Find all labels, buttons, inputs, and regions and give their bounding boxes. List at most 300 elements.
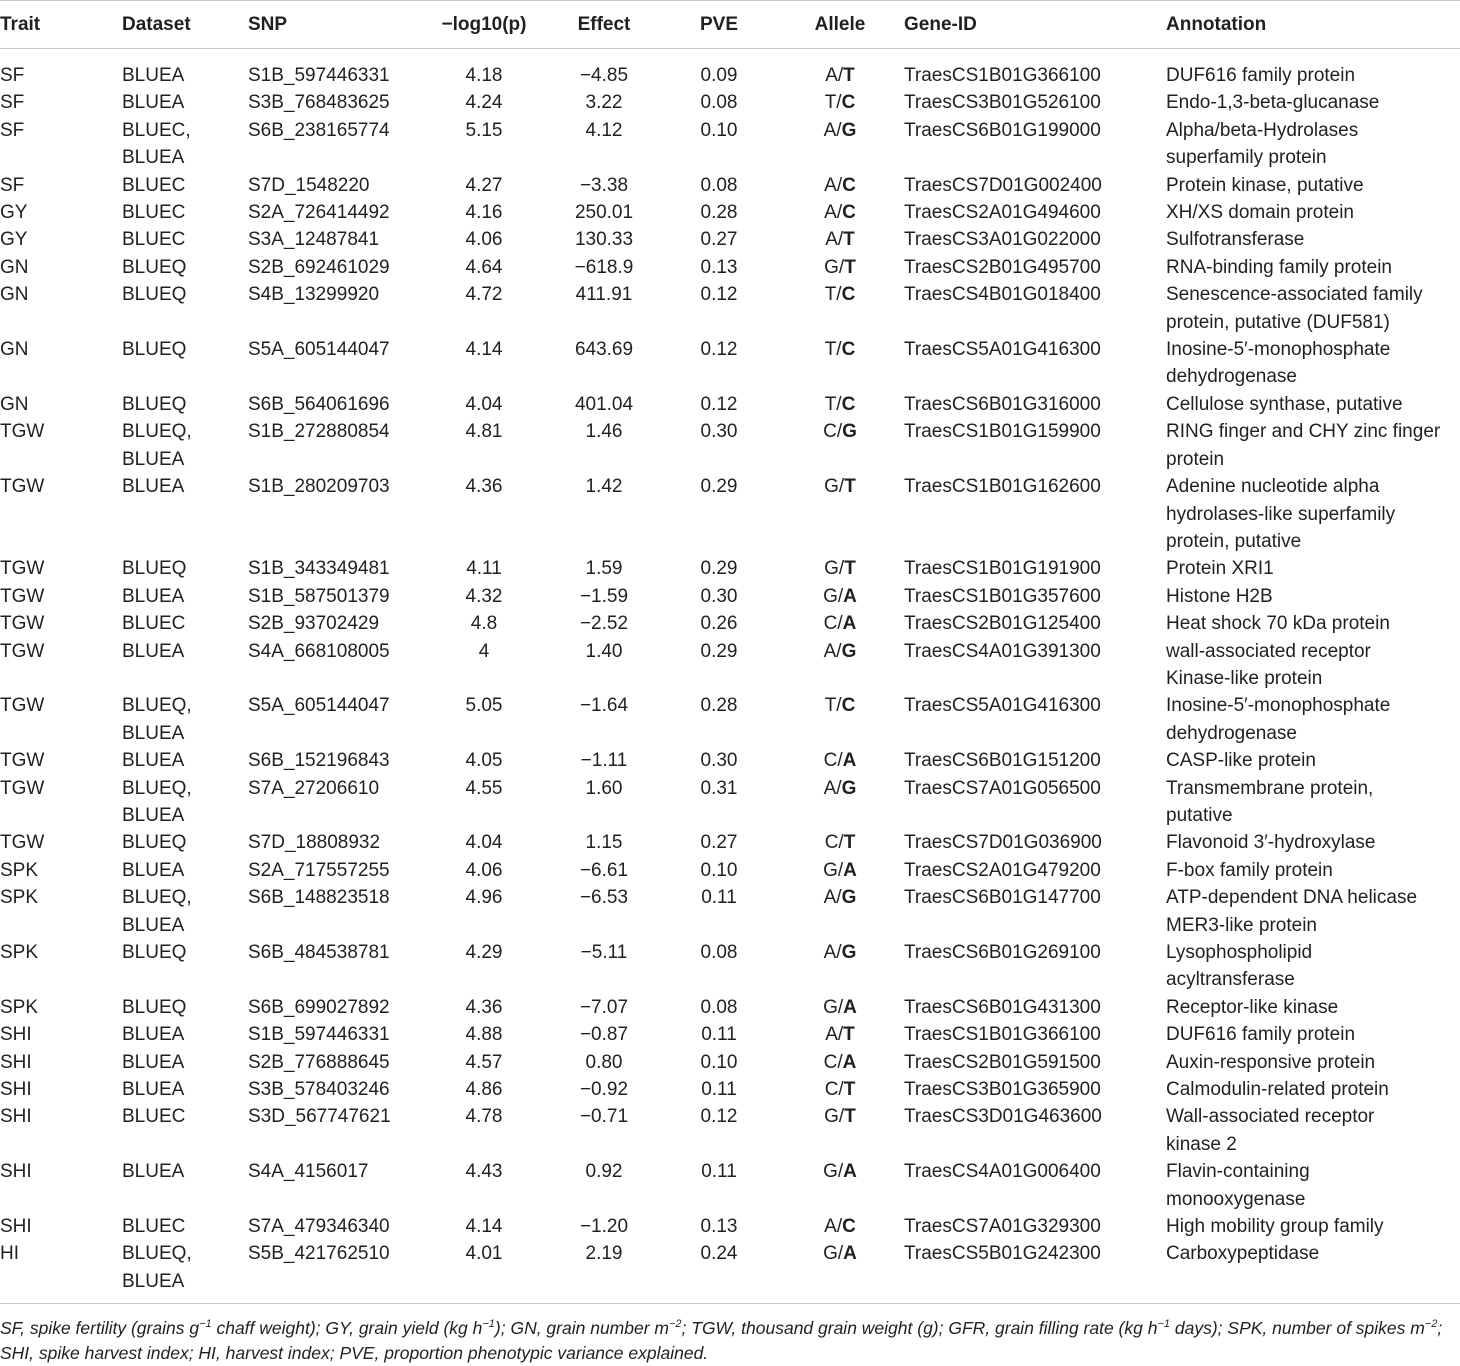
- pve-text: 0.30: [700, 750, 738, 772]
- dataset-line: BLUEA: [122, 65, 185, 86]
- logp-text: 4.27: [465, 174, 503, 196]
- snp-text: S6B_699027892: [248, 996, 390, 1018]
- annotation-line: Inosine-5′-monophosphate: [1166, 339, 1391, 361]
- annotation-cell: [1166, 1076, 1460, 1103]
- gene-id-cell: [904, 172, 1166, 199]
- trait-cell: [0, 1021, 122, 1048]
- table-row: [0, 692, 1460, 747]
- trait-text: SPK: [0, 887, 39, 909]
- table-row: [0, 49, 1460, 90]
- effect-text: −0.71: [579, 1106, 629, 1128]
- allele-alt: A: [843, 585, 857, 607]
- dataset-cell: [122, 1213, 248, 1240]
- effect-cell: [546, 583, 662, 610]
- trait-cell: [0, 1049, 122, 1076]
- allele-ref: G/: [824, 558, 845, 580]
- logp-text: 4.29: [465, 942, 503, 963]
- dataset-line: BLUEQ: [122, 832, 187, 854]
- dataset-cell: [122, 939, 248, 994]
- pve-text: 0.08: [700, 92, 738, 114]
- annotation-cell: [1166, 254, 1460, 281]
- trait-cell: [0, 1076, 122, 1103]
- trait-cell: [0, 747, 122, 774]
- table-row: [0, 1076, 1460, 1103]
- trait-text: TGW: [0, 695, 45, 717]
- footnote-text: days); SPK, number of spikes m: [1170, 1318, 1425, 1338]
- dataset-cell: [122, 994, 248, 1021]
- logp-text: 4: [478, 640, 490, 662]
- allele-ref: C/: [823, 613, 843, 635]
- gene-id-cell: [904, 884, 1166, 939]
- dataset-cell: [122, 857, 248, 884]
- logp-text: 4.16: [465, 202, 503, 224]
- annotation-line: Receptor-like kinase: [1166, 996, 1339, 1018]
- dataset-cell: [122, 117, 248, 172]
- allele-alt: T: [843, 229, 855, 251]
- snp-text: S4B_13299920: [248, 284, 380, 306]
- pve-cell: [662, 610, 776, 637]
- table-row: [0, 747, 1460, 774]
- gene-id-text: TraesCS6B01G269100: [904, 942, 1101, 963]
- table-row: [0, 583, 1460, 610]
- allele-alt: C: [841, 92, 856, 114]
- gene-id-text: TraesCS7A01G329300: [904, 1216, 1101, 1238]
- snp-text: S3A_12487841: [248, 229, 380, 251]
- logp-cell: [422, 555, 546, 582]
- pve-text: 0.31: [700, 777, 738, 799]
- allele-cell: [776, 775, 904, 830]
- pve-text: 0.10: [700, 119, 738, 141]
- annotation-line: Protein XRI1: [1166, 558, 1274, 580]
- dataset-cell: [122, 199, 248, 226]
- dataset-cell: [122, 254, 248, 281]
- gene-id-text: TraesCS1B01G366100: [904, 65, 1101, 86]
- pve-cell: [662, 692, 776, 747]
- effect-text: −1.64: [579, 695, 629, 717]
- effect-text: −618.9: [574, 256, 634, 278]
- allele-cell: [776, 418, 904, 473]
- annotation-line: Flavin-containing: [1166, 1161, 1310, 1183]
- annotation-line: Calmodulin-related protein: [1166, 1079, 1389, 1101]
- effect-text: 1.40: [585, 640, 623, 662]
- pve-cell: [662, 473, 776, 555]
- effect-cell: [546, 555, 662, 582]
- footnote-text: chaff weight); GY, grain yield (kg h: [211, 1318, 483, 1338]
- effect-cell: [546, 994, 662, 1021]
- allele-cell: [776, 829, 904, 856]
- trait-cell: [0, 939, 122, 994]
- trait-cell: [0, 583, 122, 610]
- allele-alt: T: [844, 256, 856, 278]
- logp-cell: [422, 226, 546, 253]
- snp-text: S3B_768483625: [248, 92, 390, 114]
- trait-cell: [0, 692, 122, 747]
- pve-text: 0.08: [700, 996, 738, 1018]
- pve-cell: [662, 884, 776, 939]
- effect-text: −1.59: [579, 585, 629, 607]
- logp-text: 4.8: [470, 613, 498, 635]
- dataset-cell: [122, 391, 248, 418]
- allele-alt: C: [841, 284, 856, 306]
- pve-cell: [662, 857, 776, 884]
- footnote-text: ); GN, grain number m: [494, 1318, 669, 1338]
- snp-text: S1B_597446331: [248, 65, 390, 86]
- allele-cell: [776, 89, 904, 116]
- allele-alt: T: [843, 1079, 856, 1101]
- dataset-line: BLUEA: [122, 750, 185, 772]
- allele-alt: T: [843, 832, 856, 854]
- dataset-line: BLUEQ: [122, 284, 187, 306]
- allele-ref: A/: [823, 942, 842, 963]
- dataset-cell: [122, 638, 248, 693]
- gene-id-cell: [904, 473, 1166, 555]
- allele-alt: A: [843, 1243, 857, 1265]
- table-row: [0, 199, 1460, 226]
- pve-cell: [662, 939, 776, 994]
- logp-cell: [422, 336, 546, 391]
- pve-text: 0.28: [700, 695, 738, 717]
- logp-cell: [422, 391, 546, 418]
- pve-text: 0.13: [700, 256, 738, 278]
- gene-id-text: TraesCS3D01G463600: [904, 1106, 1102, 1128]
- effect-cell: [546, 692, 662, 747]
- annotation-cell: [1166, 857, 1460, 884]
- trait-cell: [0, 89, 122, 116]
- table-row: [0, 336, 1460, 391]
- allele-alt: C: [842, 202, 856, 224]
- logp-cell: [422, 473, 546, 555]
- gene-id-cell: [904, 857, 1166, 884]
- effect-text: −1.11: [580, 750, 628, 772]
- dataset-cell: [122, 747, 248, 774]
- table-row: [0, 1021, 1460, 1048]
- snp-text: S6B_238165774: [248, 119, 390, 141]
- trait-cell: [0, 281, 122, 336]
- annotation-line: Alpha/beta-Hydrolases: [1166, 119, 1359, 141]
- dataset-line: BLUEA: [122, 640, 185, 662]
- snp-text: S7D_18808932: [248, 832, 381, 854]
- allele-alt: G: [841, 887, 857, 909]
- annotation-cell: [1166, 281, 1460, 336]
- dataset-line: BLUEC: [122, 1216, 186, 1238]
- dataset-line: BLUEQ: [122, 393, 187, 415]
- trait-text: SHI: [0, 1106, 32, 1128]
- gene-id-cell: [904, 199, 1166, 226]
- allele-ref: A/: [823, 119, 842, 141]
- allele-cell: [776, 1158, 904, 1213]
- effect-text: −6.61: [579, 859, 629, 881]
- pve-cell: [662, 1103, 776, 1158]
- dataset-cell: [122, 281, 248, 336]
- pve-cell: [662, 281, 776, 336]
- logp-text: 4.14: [465, 339, 503, 361]
- dataset-cell: [122, 418, 248, 473]
- logp-text: 4.36: [465, 476, 503, 498]
- gene-id-cell: [904, 336, 1166, 391]
- effect-text: −1.20: [579, 1216, 629, 1238]
- pve-text: 0.11: [701, 1079, 737, 1101]
- annotation-line: DUF616 family protein: [1166, 65, 1356, 86]
- logp-cell: [422, 199, 546, 226]
- trait-cell: [0, 1158, 122, 1213]
- gene-id-text: TraesCS3A01G022000: [904, 229, 1101, 251]
- table-row: [0, 1049, 1460, 1076]
- gene-id-text: TraesCS6B01G147700: [904, 887, 1101, 909]
- logp-cell: [422, 1021, 546, 1048]
- logp-cell: [422, 49, 546, 90]
- logp-text: 4.04: [465, 832, 503, 854]
- allele-cell: [776, 1103, 904, 1158]
- annotation-cell: [1166, 1213, 1460, 1240]
- logp-cell: [422, 747, 546, 774]
- annotation-cell: [1166, 1021, 1460, 1048]
- snp-text: S1B_280209703: [248, 476, 390, 498]
- annotation-line: Adenine nucleotide alpha: [1166, 476, 1380, 498]
- snp-cell: [248, 117, 422, 172]
- pve-cell: [662, 583, 776, 610]
- table-row: [0, 117, 1460, 172]
- allele-alt: T: [843, 65, 855, 86]
- allele-ref: A/: [823, 640, 842, 662]
- gene-id-cell: [904, 638, 1166, 693]
- effect-cell: [546, 1240, 662, 1303]
- snp-cell: [248, 1158, 422, 1213]
- snp-cell: [248, 884, 422, 939]
- trait-text: TGW: [0, 640, 45, 662]
- trait-text: TGW: [0, 476, 45, 498]
- pve-text: 0.11: [701, 1024, 737, 1046]
- logp-text: 4.72: [465, 284, 503, 306]
- logp-text: 4.11: [466, 558, 502, 580]
- allele-alt: T: [844, 476, 856, 498]
- gene-id-text: TraesCS2A01G494600: [904, 202, 1101, 224]
- gene-id-text: TraesCS2B01G591500: [904, 1051, 1101, 1073]
- dataset-line: BLUEA: [122, 804, 185, 826]
- gene-id-text: TraesCS5A01G416300: [904, 339, 1101, 361]
- gene-id-cell: [904, 1213, 1166, 1240]
- effect-cell: [546, 939, 662, 994]
- annotation-cell: [1166, 117, 1460, 172]
- pve-text: 0.27: [700, 229, 738, 251]
- logp-text: 5.15: [465, 119, 503, 141]
- effect-cell: [546, 117, 662, 172]
- effect-text: 3.22: [585, 92, 623, 114]
- table-row: [0, 610, 1460, 637]
- effect-cell: [546, 1021, 662, 1048]
- effect-cell: [546, 1103, 662, 1158]
- trait-cell: [0, 884, 122, 939]
- dataset-line: BLUEA: [122, 1024, 185, 1046]
- trait-text: SHI: [0, 1024, 32, 1046]
- allele-cell: [776, 884, 904, 939]
- effect-cell: [546, 254, 662, 281]
- allele-cell: [776, 1076, 904, 1103]
- allele-cell: [776, 610, 904, 637]
- annotation-line: Kinase-like protein: [1166, 667, 1323, 689]
- effect-text: 250.01: [574, 202, 634, 224]
- snp-text: S1B_597446331: [248, 1024, 390, 1046]
- allele-ref: A/: [825, 229, 844, 251]
- snp-cell: [248, 1240, 422, 1303]
- effect-cell: [546, 49, 662, 90]
- gene-id-cell: [904, 226, 1166, 253]
- annotation-cell: [1166, 583, 1460, 610]
- pve-text: 0.12: [700, 284, 738, 306]
- allele-cell: [776, 172, 904, 199]
- logp-text: 4.86: [465, 1079, 503, 1101]
- pve-cell: [662, 1213, 776, 1240]
- gene-id-text: TraesCS4A01G006400: [904, 1161, 1101, 1183]
- annotation-cell: [1166, 418, 1460, 473]
- effect-text: 1.60: [585, 777, 623, 799]
- gene-id-text: TraesCS1B01G191900: [904, 558, 1101, 580]
- trait-text: SF: [0, 119, 25, 141]
- footnote-text: ; TGW, thousand grain weight (g); GFR, grain filling rate (kg h: [681, 1318, 1158, 1338]
- trait-cell: [0, 1240, 122, 1303]
- table-row: [0, 555, 1460, 582]
- allele-alt: A: [843, 1161, 857, 1183]
- effect-cell: [546, 473, 662, 555]
- effect-text: 411.91: [575, 284, 633, 306]
- dataset-line: BLUEQ: [122, 996, 187, 1018]
- trait-cell: [0, 336, 122, 391]
- annotation-line: XH/XS domain protein: [1166, 202, 1354, 224]
- trait-text: TGW: [0, 421, 45, 443]
- gene-id-cell: [904, 281, 1166, 336]
- trait-text: SHI: [0, 1079, 32, 1101]
- effect-text: −6.53: [579, 887, 629, 909]
- annotation-line: dehydrogenase: [1166, 366, 1297, 388]
- logp-text: 4.04: [465, 393, 503, 415]
- snp-text: S2A_717557255: [248, 859, 390, 881]
- dataset-cell: [122, 555, 248, 582]
- annotation-line: RNA-binding family protein: [1166, 256, 1392, 278]
- table-row: [0, 391, 1460, 418]
- pve-text: 0.28: [700, 202, 738, 224]
- allele-alt: A: [843, 859, 857, 881]
- gene-id-cell: [904, 1158, 1166, 1213]
- logp-text: 4.88: [465, 1024, 503, 1046]
- snp-text: S3D_567747621: [248, 1106, 391, 1128]
- annotation-line: putative: [1166, 804, 1233, 826]
- annotation-cell: [1166, 49, 1460, 90]
- logp-cell: [422, 1158, 546, 1213]
- snp-text: S1B_272880854: [248, 421, 390, 443]
- annotation-line: Senescence-associated family: [1166, 284, 1423, 306]
- allele-ref: C/: [823, 421, 843, 443]
- annotation-line: ATP-dependent DNA helicase: [1166, 887, 1418, 909]
- annotation-line: Carboxypeptidase: [1166, 1243, 1320, 1265]
- trait-text: SPK: [0, 942, 39, 963]
- effect-cell: [546, 829, 662, 856]
- allele-cell: [776, 391, 904, 418]
- allele-alt: G: [841, 777, 857, 799]
- pve-cell: [662, 117, 776, 172]
- snp-text: S4A_4156017: [248, 1161, 369, 1183]
- snp-cell: [248, 1021, 422, 1048]
- allele-ref: A/: [825, 65, 844, 86]
- effect-text: −5.11: [580, 942, 628, 963]
- effect-text: 2.19: [585, 1243, 623, 1265]
- snp-cell: [248, 638, 422, 693]
- gene-id-cell: [904, 583, 1166, 610]
- annotation-line: Auxin-responsive protein: [1166, 1051, 1376, 1073]
- snp-cell: [248, 1213, 422, 1240]
- effect-text: 643.69: [574, 339, 634, 361]
- header-row: [0, 1, 1460, 49]
- pve-cell: [662, 1049, 776, 1076]
- trait-cell: [0, 857, 122, 884]
- gene-id-cell: [904, 89, 1166, 116]
- gene-id-text: TraesCS2B01G495700: [904, 256, 1101, 278]
- trait-text: GY: [0, 202, 28, 224]
- annotation-cell: [1166, 226, 1460, 253]
- gene-id-cell: [904, 1240, 1166, 1303]
- snp-text: S6B_564061696: [248, 393, 390, 415]
- pve-cell: [662, 172, 776, 199]
- pve-cell: [662, 775, 776, 830]
- annotation-line: Histone H2B: [1166, 585, 1273, 607]
- footnote-sup: −1: [1157, 1318, 1171, 1331]
- pve-cell: [662, 994, 776, 1021]
- annotation-cell: [1166, 473, 1460, 555]
- snp-cell: [248, 939, 422, 994]
- allele-alt: C: [842, 174, 856, 196]
- snp-cell: [248, 1103, 422, 1158]
- allele-ref: A/: [825, 1024, 844, 1046]
- annotation-cell: [1166, 692, 1460, 747]
- pve-cell: [662, 226, 776, 253]
- dataset-line: BLUEQ,: [122, 421, 192, 443]
- effect-cell: [546, 610, 662, 637]
- logp-cell: [422, 117, 546, 172]
- annotation-line: hydrolases-like superfamily: [1166, 503, 1396, 525]
- logp-cell: [422, 638, 546, 693]
- gene-id-cell: [904, 747, 1166, 774]
- annotation-line: kinase 2: [1166, 1133, 1237, 1155]
- trait-cell: [0, 254, 122, 281]
- gene-id-text: TraesCS2B01G125400: [904, 613, 1101, 635]
- allele-alt: T: [844, 558, 856, 580]
- trait-text: SHI: [0, 1216, 32, 1238]
- gene-id-text: TraesCS1B01G366100: [904, 1024, 1101, 1046]
- logp-text: 4.01: [465, 1243, 503, 1265]
- trait-cell: [0, 117, 122, 172]
- annotation-cell: [1166, 555, 1460, 582]
- logp-cell: [422, 775, 546, 830]
- effect-text: −2.52: [579, 613, 629, 635]
- annotation-line: protein, putative: [1166, 530, 1302, 552]
- trait-text: GN: [0, 284, 29, 306]
- gene-id-cell: [904, 1049, 1166, 1076]
- table-row: [0, 638, 1460, 693]
- header-trait: Trait: [0, 13, 41, 35]
- footnote-sup: −2: [668, 1318, 682, 1331]
- logp-cell: [422, 583, 546, 610]
- allele-ref: G/: [824, 476, 845, 498]
- allele-alt: C: [842, 1216, 856, 1238]
- annotation-line: Flavonoid 3′-hydroxylase: [1166, 832, 1376, 854]
- dataset-cell: [122, 49, 248, 90]
- gene-id-text: TraesCS4A01G391300: [904, 640, 1101, 662]
- pve-cell: [662, 336, 776, 391]
- snp-text: S5A_605144047: [248, 339, 390, 361]
- annotation-cell: [1166, 829, 1460, 856]
- pve-cell: [662, 49, 776, 90]
- dataset-cell: [122, 610, 248, 637]
- allele-ref: G/: [824, 1106, 845, 1128]
- snp-cell: [248, 775, 422, 830]
